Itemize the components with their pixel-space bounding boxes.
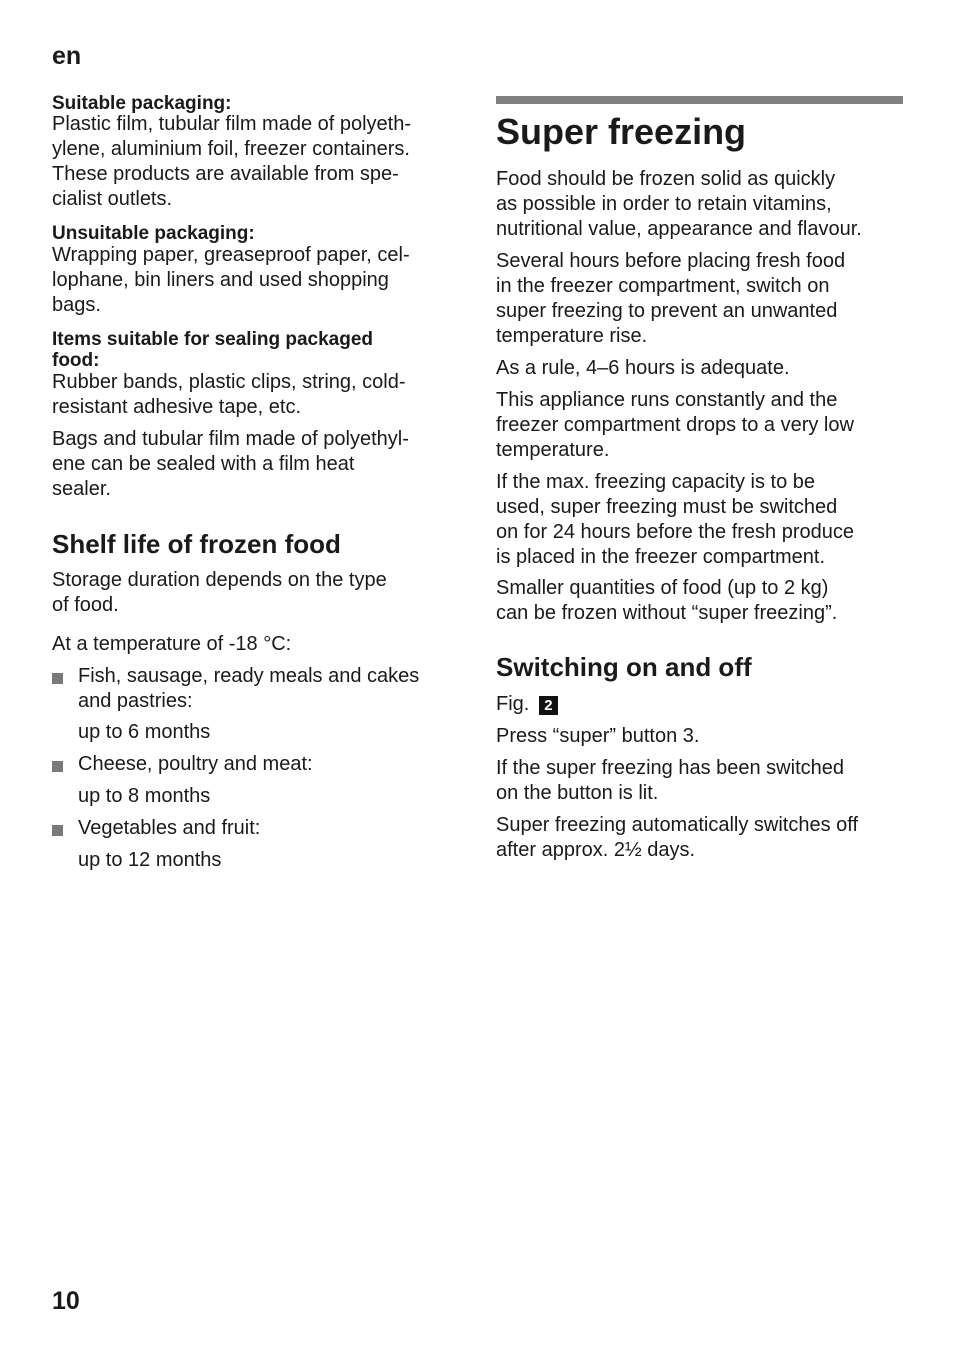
text-line: nutritional value, appearance and flavour. <box>496 218 862 240</box>
text-line: If the max. freezing capacity is to be <box>496 471 816 493</box>
super-freezing-title: Super freezing <box>496 111 747 152</box>
text-line: after approx. 2½ days. <box>496 839 696 861</box>
text-line: Smaller quantities of food (up to 2 kg) <box>496 577 829 599</box>
text-line: Bags and tubular film made of polyethyl- <box>52 428 409 450</box>
item-duration: up to 8 months <box>78 785 211 807</box>
sealing-items-text <box>52 370 406 420</box>
text-line: in the freezer compartment, switch on <box>496 275 830 297</box>
text-line: of food. <box>52 594 119 616</box>
language-tag: en <box>52 42 82 70</box>
item-duration: up to 12 months <box>78 849 222 871</box>
text-line: This appliance runs constantly and the <box>496 389 838 411</box>
suitable-packaging-heading: Suitable packaging: <box>52 93 232 114</box>
text-line: resistant adhesive tape, etc. <box>52 396 302 418</box>
paragraph <box>496 388 854 463</box>
sealing-items-heading <box>52 329 373 371</box>
switching-heading: Switching on and off <box>496 652 752 682</box>
section-rule <box>496 96 903 104</box>
figure-reference <box>496 692 558 717</box>
unsuitable-packaging-text <box>52 243 410 318</box>
text-line: sealer. <box>52 478 111 500</box>
text-line: Rubber bands, plastic clips, string, cold- <box>52 371 406 393</box>
text-line: on the button is lit. <box>496 782 659 804</box>
paragraph <box>496 249 845 349</box>
text-line: can be frozen without “super freezing”. <box>496 602 838 624</box>
text-line: lophane, bin liners and used shopping <box>52 269 389 291</box>
text-line: on for 24 hours before the fresh produce <box>496 521 855 543</box>
paragraph <box>496 756 844 806</box>
bullet-icon <box>52 825 63 836</box>
text-line: temperature. <box>496 439 610 461</box>
bullet-icon <box>52 673 63 684</box>
text-line: ylene, aluminium foil, freezer containers. <box>52 138 410 160</box>
shelf-life-list-item <box>52 664 457 714</box>
heading-line: Items suitable for sealing packaged <box>52 329 373 350</box>
paragraph <box>496 470 854 570</box>
temperature-intro: At a temperature of -18 °C: <box>52 633 292 655</box>
paragraph <box>496 356 790 381</box>
text-line: Super freezing automatically switches off <box>496 814 859 836</box>
text-line: These products are available from spe- <box>52 163 399 185</box>
text-line: Plastic film, tubular film made of polyeth- <box>52 113 412 135</box>
text-line: As a rule, 4–6 hours is adequate. <box>496 357 790 379</box>
text-line: bags. <box>52 294 101 316</box>
text-line: used, super freezing must be switched <box>496 496 838 518</box>
text-line: is placed in the freezer compartment. <box>496 546 826 568</box>
text-line: If the super freezing has been switched <box>496 757 844 779</box>
text-line: as possible in order to retain vitamins, <box>496 193 832 215</box>
fig-label: Fig. <box>496 693 530 715</box>
text-line: Storage duration depends on the type <box>52 569 387 591</box>
text-line: Several hours before placing fresh food <box>496 250 846 272</box>
storage-duration-text <box>52 568 387 618</box>
item-duration: up to 6 months <box>78 721 211 743</box>
text-line: super freezing to prevent an unwanted <box>496 300 838 322</box>
shelf-life-list-item <box>52 752 457 777</box>
item-label: and pastries: <box>78 690 193 712</box>
bullet-icon <box>52 761 63 772</box>
text-line: ene can be sealed with a film heat <box>52 453 355 475</box>
shelf-life-heading: Shelf life of frozen food <box>52 529 341 559</box>
heading-line: food: <box>52 350 100 371</box>
shelf-life-list-item <box>52 816 457 841</box>
text-line: Food should be frozen solid as quickly <box>496 168 836 190</box>
bags-sealing-text <box>52 427 409 502</box>
page-number: 10 <box>52 1287 80 1315</box>
text-line: Wrapping paper, greaseproof paper, cel- <box>52 244 410 266</box>
paragraph <box>496 576 837 626</box>
suitable-packaging-text <box>52 112 411 212</box>
figure-number-badge: 2 <box>539 696 558 715</box>
text-line: freezer compartment drops to a very low <box>496 414 854 436</box>
text-line: temperature rise. <box>496 325 648 347</box>
unsuitable-packaging-heading: Unsuitable packaging: <box>52 223 255 244</box>
paragraph <box>496 167 862 242</box>
paragraph <box>496 813 858 863</box>
item-label: Fish, sausage, ready meals and cakes <box>78 665 420 687</box>
item-label: Vegetables and fruit: <box>78 817 261 839</box>
item-label: Cheese, poultry and meat: <box>78 753 313 775</box>
press-instruction: Press “super” button 3. <box>496 725 700 747</box>
text-line: cialist outlets. <box>52 188 173 210</box>
